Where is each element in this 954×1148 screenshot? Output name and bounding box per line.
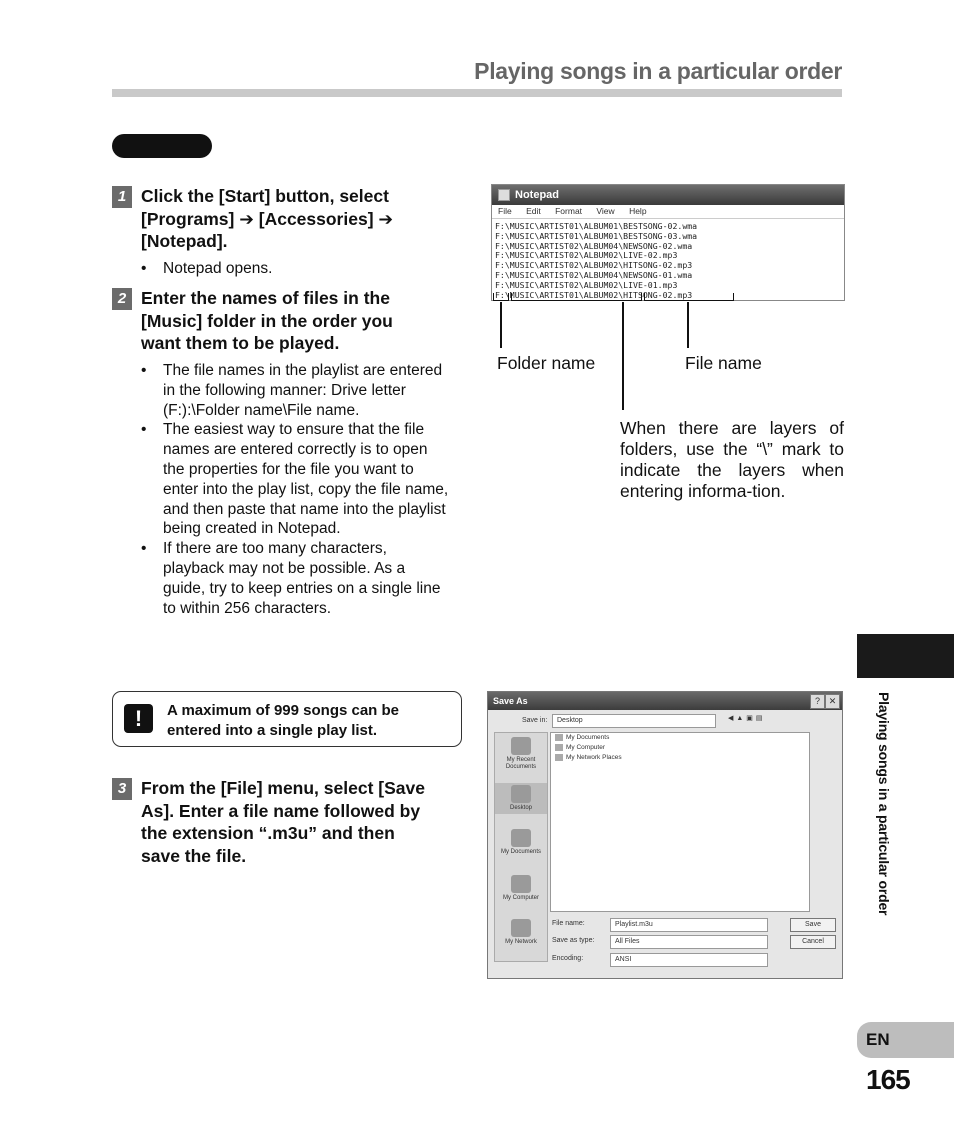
step-1-bullets xyxy=(141,259,451,279)
side-tab-marker xyxy=(857,634,954,678)
step-3-line-3: the extension “.m3u” and then xyxy=(141,823,395,843)
caution-line-2: entered into a single play list. xyxy=(167,722,378,739)
layers-note: When there are layers of folders, use the “\” mark to indicate the layers when entering informa-tion. xyxy=(620,418,844,501)
place-my-documents[interactable]: My Documents xyxy=(495,829,547,856)
step-1-line-1: Click the [Start] button, select xyxy=(141,186,389,206)
save-in-label: Save in: xyxy=(522,717,548,724)
step-3-text xyxy=(141,777,471,867)
list-item[interactable]: My Computer xyxy=(551,743,809,753)
list-item[interactable]: My Network Places xyxy=(551,753,809,763)
save-button[interactable]: Save xyxy=(790,918,836,932)
file-bracket xyxy=(644,293,734,301)
header-rule xyxy=(112,89,842,97)
caution-box xyxy=(112,691,462,747)
recent-documents-icon xyxy=(511,737,531,755)
notepad-window xyxy=(491,184,845,301)
step-2-bullet: • The easiest way to ensure that the file names are entered correctly is to open the properties for the file you want to enter into the play list, copy the file name, and then paste that name into the playlist being created in Notepad. xyxy=(141,420,451,539)
my-documents-icon xyxy=(511,829,531,847)
folder-name-label: Folder name xyxy=(497,353,596,373)
caution-text xyxy=(167,701,399,741)
notepad-line: F:\MUSIC\ARTIST02\ALBUM02\HITSONG-02.mp3 xyxy=(495,260,693,271)
file-pointer-line xyxy=(687,302,689,348)
save-as-titlebar xyxy=(488,692,842,710)
notepad-icon xyxy=(498,189,510,201)
toolbar-icons[interactable]: ◀▲▣▤ xyxy=(728,715,766,722)
cancel-button[interactable]: Cancel xyxy=(790,935,836,949)
notepad-line: F:\MUSIC\ARTIST02\ALBUM02\LIVE-01.mp3 xyxy=(495,279,678,290)
step-2-line-1: Enter the names of files in the xyxy=(141,288,390,308)
section-pill xyxy=(112,134,212,158)
step-1-text xyxy=(141,185,461,253)
step-1-bullet: • Notepad opens. xyxy=(141,259,451,279)
encoding-select[interactable]: ANSI xyxy=(610,953,768,967)
step-2-line-2: [Music] folder in the order you xyxy=(141,310,393,331)
file-name-field-label: File name: xyxy=(552,920,585,927)
my-network-icon xyxy=(511,919,531,937)
page-number: 165 xyxy=(866,1064,910,1095)
close-icon[interactable]: ✕ xyxy=(825,694,840,709)
menu-file[interactable]: File xyxy=(498,206,512,216)
notepad-text-area[interactable] xyxy=(492,219,844,300)
step-1-line-3: [Notepad]. xyxy=(141,231,228,251)
place-desktop[interactable]: Desktop xyxy=(495,783,547,814)
places-bar xyxy=(494,732,548,962)
computer-icon xyxy=(555,744,563,751)
menu-edit[interactable]: Edit xyxy=(526,206,541,216)
step-3-line-4: save the file. xyxy=(141,845,247,866)
language-label: EN xyxy=(866,1030,890,1049)
desktop-icon xyxy=(511,785,531,803)
notepad-line: F:\MUSIC\ARTIST02\ALBUM04\NEWSONG-01.wma xyxy=(495,269,693,280)
menu-view[interactable]: View xyxy=(596,206,615,216)
my-computer-icon xyxy=(511,875,531,893)
caution-line-1: A maximum of 999 songs can be xyxy=(167,702,400,719)
step-3-line-2: As]. Enter a file name followed by xyxy=(141,800,421,821)
page-header-title: Playing songs in a particular order xyxy=(474,58,842,84)
step-2-bullet: • If there are too many characters, playback may not be possible. As a guide, try to keep entries on a single line to within 256 characters. xyxy=(141,539,451,618)
step-2-bullet: • The file names in the playlist are entered in the following manner: Drive letter (F:):\Folder name\File name. xyxy=(141,361,451,420)
step-1-number: 1 xyxy=(112,186,132,208)
list-item[interactable]: My Documents xyxy=(551,733,809,743)
save-in-select[interactable]: Desktop xyxy=(552,714,716,728)
help-button[interactable]: ? xyxy=(810,694,825,709)
encoding-label: Encoding: xyxy=(552,955,584,962)
network-icon xyxy=(555,754,563,761)
save-as-type-select[interactable]: All Files xyxy=(610,935,768,949)
step-2-text xyxy=(141,287,461,355)
step-3-number: 3 xyxy=(112,778,132,800)
menu-help[interactable]: Help xyxy=(629,206,647,216)
folder-pointer-line xyxy=(500,302,502,348)
exclamation-icon: ! xyxy=(124,704,153,733)
save-as-type-label: Save as type: xyxy=(552,937,595,944)
notepad-title: Notepad xyxy=(515,189,559,201)
layers-pointer-line xyxy=(622,302,624,410)
notepad-titlebar xyxy=(492,185,844,205)
side-tab-text: Playing songs in a particular order xyxy=(876,692,892,916)
notepad-line: F:\MUSIC\ARTIST01\ALBUM01\BESTSONG-02.wma xyxy=(495,221,698,231)
menu-format[interactable]: Format xyxy=(555,206,583,216)
notepad-line: F:\MUSIC\ARTIST02\ALBUM04\NEWSONG-02.wma xyxy=(495,240,693,251)
drive-bracket xyxy=(493,293,509,301)
file-list[interactable] xyxy=(550,732,810,912)
folder-icon xyxy=(555,734,563,741)
file-name-input[interactable]: Playlist.m3u xyxy=(610,918,768,932)
notepad-line: F:\MUSIC\ARTIST02\ALBUM02\LIVE-02.mp3 xyxy=(495,250,678,261)
step-2-line-3: want them to be played. xyxy=(141,333,340,353)
save-as-title: Save As xyxy=(493,696,528,706)
folder-bracket xyxy=(511,293,642,301)
place-my-network[interactable]: My Network xyxy=(495,919,547,946)
step-2-number: 2 xyxy=(112,288,132,310)
file-name-label: File name xyxy=(685,353,762,373)
step-2-bullets xyxy=(141,361,451,618)
step-3-line-1: From the [File] menu, select [Save xyxy=(141,778,425,798)
notepad-line: F:\MUSIC\ARTIST01\ALBUM02\HITSONG-02.mp3 xyxy=(495,289,693,300)
notepad-menubar xyxy=(492,205,844,219)
notepad-line: F:\MUSIC\ARTIST01\ALBUM01\BESTSONG-03.wma xyxy=(495,230,698,241)
place-my-computer[interactable]: My Computer xyxy=(495,875,547,902)
step-1-line-2: [Programs] ➔ [Accessories] ➔ xyxy=(141,208,394,229)
place-recent[interactable]: My Recent Documents xyxy=(495,737,547,771)
save-as-dialog xyxy=(487,691,843,979)
